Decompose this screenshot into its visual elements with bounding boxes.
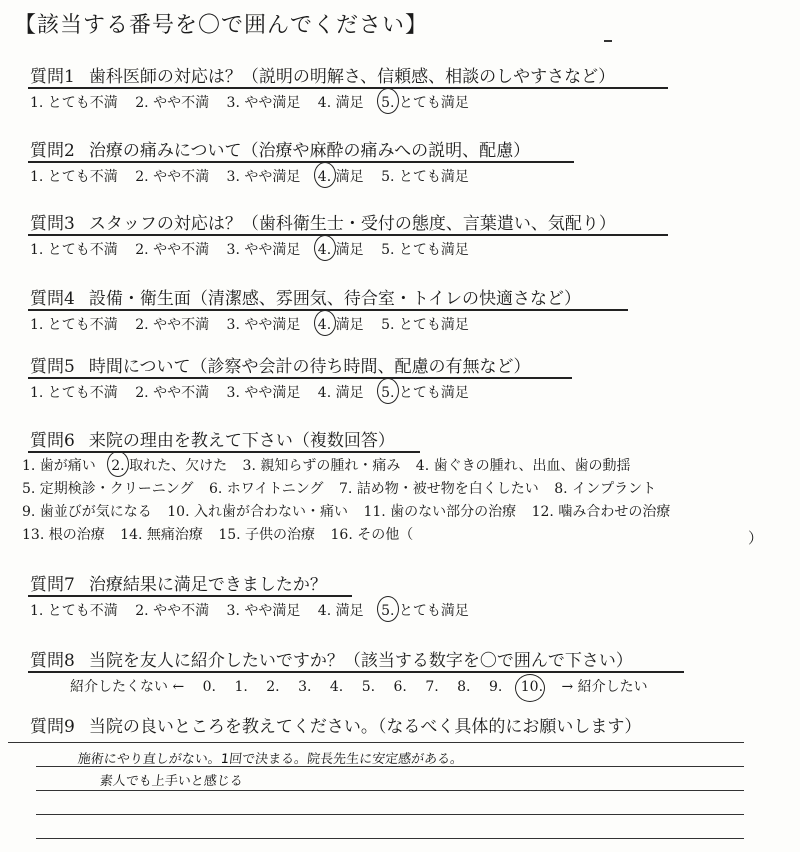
q6-option-6[interactable]: 6. ホワイトニング xyxy=(208,481,324,497)
q8-score-5[interactable]: 5. xyxy=(361,679,376,695)
q5-option-3[interactable]: 3. やや満足 xyxy=(226,385,301,401)
question-4-number: 質問4 xyxy=(30,289,75,309)
question-7-underline xyxy=(28,595,352,597)
answer-line-4 xyxy=(36,814,744,815)
answer-line-5 xyxy=(36,838,744,839)
q7-option-2[interactable]: 2. やや不満 xyxy=(135,603,210,619)
question-7-number: 質問7 xyxy=(30,575,75,595)
question-8-heading xyxy=(30,646,633,671)
question-1-underline xyxy=(28,87,668,89)
question-6-number: 質問6 xyxy=(30,431,75,451)
q6-option-11[interactable]: 11. 歯のない部分の治療 xyxy=(363,504,517,520)
q1-option-1[interactable]: 1. とても不満 xyxy=(30,95,118,111)
question-4-heading xyxy=(30,284,581,309)
q8-score-9[interactable]: 9. xyxy=(488,679,503,695)
q8-score-0[interactable]: 0. xyxy=(202,679,216,695)
q6-option-12[interactable]: 12. 噛み合わせの治療 xyxy=(531,504,671,520)
handwritten-answer-line-2: 素人でも上手いと感じる xyxy=(99,774,244,789)
question-5-options xyxy=(30,382,482,402)
question-7-text: 治療結果に満足できましたか？ xyxy=(88,575,327,595)
q6-option-5[interactable]: 5. 定期検診・クリーニング xyxy=(22,481,194,497)
q3-option-4-circled[interactable]: 4. 満足 xyxy=(318,239,364,259)
answer-line-1 xyxy=(8,742,744,743)
q6-option-1[interactable]: 1. 歯が痛い xyxy=(22,458,96,474)
question-9-number: 質問9 xyxy=(30,717,75,737)
q8-score-3[interactable]: 3. xyxy=(298,679,312,695)
handwritten-answer-line-1: 施術にやり直しがない。1回で決まる。院長先生に安定感がある。 xyxy=(77,752,464,767)
question-3-number: 質問3 xyxy=(30,214,75,234)
q6-option-2-circled[interactable]: 2. 取れた、欠けた xyxy=(111,455,227,478)
question-1-number: 質問1 xyxy=(30,67,75,87)
stray-mark xyxy=(604,40,612,42)
question-5-underline xyxy=(28,377,572,379)
q4-option-4-circled[interactable]: 4. 満足 xyxy=(318,314,364,334)
question-8-number: 質問8 xyxy=(30,651,75,671)
q7-option-1[interactable]: 1. とても不満 xyxy=(30,603,118,619)
q8-score-4[interactable]: 4. xyxy=(329,679,344,695)
question-3-options xyxy=(30,239,482,259)
question-1-options xyxy=(30,92,482,112)
q6-row-3 xyxy=(22,501,681,524)
q5-option-2[interactable]: 2. やや不満 xyxy=(135,385,210,401)
q1-option-3[interactable]: 3. やや満足 xyxy=(226,95,301,111)
q2-option-3[interactable]: 3. やや満足 xyxy=(226,169,301,185)
q6-row-4 xyxy=(22,524,681,547)
q6-row-1 xyxy=(22,455,681,478)
q5-option-4[interactable]: 4. 満足 xyxy=(317,385,364,401)
question-2-options xyxy=(30,166,482,186)
question-9-text: 当院の良いところを教えてください。（なるべく具体的にお願いします） xyxy=(88,717,642,737)
question-4-text: 設備・衛生面（清潔感、雰囲気、待合室・トイレの快適さなど） xyxy=(88,289,581,309)
q8-score-10-circled[interactable]: 10. xyxy=(520,679,544,695)
question-8-scale xyxy=(70,676,662,696)
question-5-heading xyxy=(30,352,531,377)
q6-option-15[interactable]: 15. 子供の治療 xyxy=(218,527,316,543)
question-5-number: 質問5 xyxy=(30,357,75,377)
survey-title: 【該当する番号を〇で囲んでください】 xyxy=(14,13,429,38)
q1-option-2[interactable]: 2. やや不満 xyxy=(135,95,210,111)
question-7-options xyxy=(30,600,482,620)
question-1-text: 歯科医師の対応は？（説明の明解さ、信頼感、相談のしやすさなど） xyxy=(88,67,616,87)
q6-option-10[interactable]: 10. 入れ歯が合わない・痛い xyxy=(167,504,348,520)
question-2-number: 質問2 xyxy=(30,141,75,161)
question-4-options xyxy=(30,314,482,334)
q7-option-5-circled[interactable]: 5. とても満足 xyxy=(381,600,469,620)
q6-option-16-other[interactable]: 16. その他（ xyxy=(330,527,414,543)
q7-option-3[interactable]: 3. やや満足 xyxy=(226,603,301,619)
question-5-text: 時間について（診察や会計の待ち時間、配慮の有無など） xyxy=(88,357,531,377)
q5-option-5-circled[interactable]: 5. とても満足 xyxy=(381,382,469,402)
q6-option-13[interactable]: 13. 根の治療 xyxy=(22,527,105,543)
q4-option-2[interactable]: 2. やや不満 xyxy=(135,317,210,333)
q6-option-8[interactable]: 8. インプラント xyxy=(554,481,657,497)
question-6-heading xyxy=(30,426,395,451)
q2-option-2[interactable]: 2. やや不満 xyxy=(135,169,210,185)
question-6-options xyxy=(22,455,681,547)
question-8-underline xyxy=(28,671,684,673)
q3-option-5[interactable]: 5. とても満足 xyxy=(381,242,469,258)
q7-option-4[interactable]: 4. 満足 xyxy=(317,603,364,619)
question-2-text: 治療の痛みについて（治療や麻酔の痛みへの説明、配慮） xyxy=(88,141,531,161)
q4-option-1[interactable]: 1. とても不満 xyxy=(30,317,118,333)
q8-score-6[interactable]: 6. xyxy=(393,679,407,695)
q1-option-5-circled[interactable]: 5. とても満足 xyxy=(381,92,469,112)
q6-other-paren-close: ） xyxy=(748,529,764,547)
q8-score-2[interactable]: 2. xyxy=(266,679,280,695)
q2-option-5[interactable]: 5. とても満足 xyxy=(381,169,469,185)
question-2-underline xyxy=(28,161,574,163)
q8-score-8[interactable]: 8. xyxy=(457,679,471,695)
question-2-heading xyxy=(30,136,530,161)
q3-option-2[interactable]: 2. やや不満 xyxy=(135,242,210,258)
question-3-text: スタッフの対応は？（歯科衛生士・受付の態度、言葉遣い、気配り） xyxy=(88,214,616,234)
q6-row-2 xyxy=(22,478,681,501)
question-9-heading xyxy=(30,712,641,737)
q8-right-label: → 紹介したい xyxy=(561,679,648,695)
q6-option-14[interactable]: 14. 無痛治療 xyxy=(120,527,203,543)
question-7-heading xyxy=(30,570,327,595)
q3-option-1[interactable]: 1. とても不満 xyxy=(30,242,118,258)
q2-option-4-circled[interactable]: 4. 満足 xyxy=(318,166,364,186)
q6-option-7[interactable]: 7. 詰め物・被せ物を白くしたい xyxy=(339,481,539,497)
q6-option-3[interactable]: 3. 親知らずの腫れ・痛み xyxy=(242,458,401,474)
q8-score-1[interactable]: 1. xyxy=(234,679,248,695)
q8-score-7[interactable]: 7. xyxy=(425,679,439,695)
question-6-underline xyxy=(28,451,420,453)
q3-option-3[interactable]: 3. やや満足 xyxy=(226,242,301,258)
question-8-text: 当院を友人に紹介したいですか？（該当する数字を〇で囲んで下さい） xyxy=(88,651,633,671)
q4-option-5[interactable]: 5. とても満足 xyxy=(381,317,469,333)
answer-line-3 xyxy=(36,790,744,791)
question-3-heading xyxy=(30,209,616,234)
q8-left-label: 紹介したくない ← xyxy=(70,679,185,695)
q6-option-9[interactable]: 9. 歯並びが気になる xyxy=(22,504,152,520)
q5-option-1[interactable]: 1. とても不満 xyxy=(30,385,118,401)
q6-option-4[interactable]: 4. 歯ぐきの腫れ、出血、歯の動揺 xyxy=(415,458,631,474)
q4-option-3[interactable]: 3. やや満足 xyxy=(226,317,301,333)
question-3-underline xyxy=(28,234,668,236)
q1-option-4[interactable]: 4. 満足 xyxy=(317,95,364,111)
question-1-heading xyxy=(30,62,615,87)
q2-option-1[interactable]: 1. とても不満 xyxy=(30,169,118,185)
question-6-text: 来院の理由を教えて下さい（複数回答） xyxy=(88,431,395,451)
